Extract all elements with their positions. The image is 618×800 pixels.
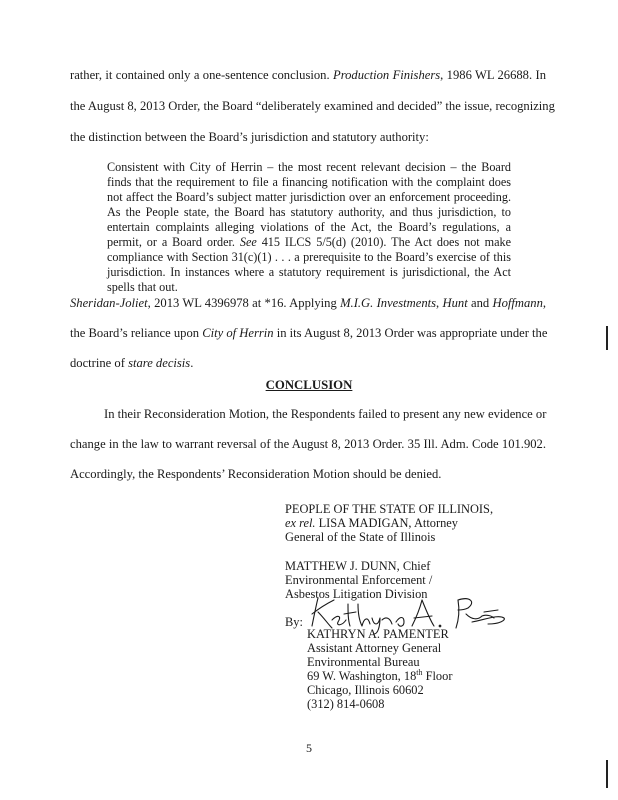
signature-line: Environmental Enforcement / bbox=[285, 573, 433, 587]
quote-line: As the People state, the Board has statutory authority, and thus jurisdiction, to bbox=[107, 205, 511, 219]
quote-line: not affect the Board’s subject matter jurisdiction over an enforcement proceeding. bbox=[107, 190, 511, 204]
body-line: In their Reconsideration Motion, the Respondents failed to present any new evidence or bbox=[104, 407, 547, 421]
scan-artifact bbox=[606, 760, 608, 788]
signer-office: Environmental Bureau bbox=[307, 655, 420, 669]
quote-line: jurisdiction. In instances where a statutory requirement is jurisdictional, the Act bbox=[107, 265, 511, 279]
signature-line: MATTHEW J. DUNN, Chief bbox=[285, 559, 431, 573]
body-line: the August 8, 2013 Order, the Board “deliberately examined and decided” the issue, recognizing bbox=[70, 99, 555, 113]
quote-line: compliance with Section 31(c)(1) . . . a prerequisite to the Board’s exercise of this bbox=[107, 250, 511, 264]
signature-line: ex rel. LISA MADIGAN, Attorney bbox=[285, 516, 458, 530]
quote-line: Consistent with City of Herrin – the most recent relevant decision – the Board bbox=[107, 160, 511, 174]
page-number: 5 bbox=[306, 741, 312, 755]
body-line: doctrine of stare decisis. bbox=[70, 356, 194, 370]
by-label: By: bbox=[285, 615, 303, 629]
quote-line: finds that the requirement to file a financing notification with the complaint does bbox=[107, 175, 511, 189]
address-line: 69 W. Washington, 18th Floor bbox=[307, 668, 453, 683]
signature-line: PEOPLE OF THE STATE OF ILLINOIS, bbox=[285, 502, 494, 516]
signature-line: Asbestos Litigation Division bbox=[285, 587, 428, 601]
body-line: the distinction between the Board’s jurisdiction and statutory authority: bbox=[70, 130, 429, 144]
body-line: the Board’s reliance upon City of Herrin in its August 8, 2013 Order was appropriate under the bbox=[70, 326, 548, 340]
body-line: rather, it contained only a one-sentence conclusion. Production Finishers, 1986 WL 26688. In bbox=[70, 68, 546, 82]
scan-artifact bbox=[606, 326, 608, 350]
body-line: change in the law to warrant reversal of the August 8, 2013 Order. 35 Ill. Adm. Code 101.902. bbox=[70, 437, 546, 451]
phone-line: (312) 814-0608 bbox=[307, 697, 385, 711]
quote-line: permit, or a Board order. See 415 ILCS 5/5(d) (2010). The Act does not make bbox=[107, 235, 511, 249]
body-line: Accordingly, the Respondents’ Reconsideration Motion should be denied. bbox=[70, 467, 442, 481]
body-line: Sheridan-Joliet, 2013 WL 4396978 at *16. Applying M.I.G. Investments, Hunt and Hoffmann, bbox=[70, 296, 547, 310]
section-heading: CONCLUSION bbox=[265, 378, 353, 392]
address-line: Chicago, Illinois 60602 bbox=[307, 683, 424, 697]
signature-line: General of the State of Illinois bbox=[285, 530, 436, 544]
quote-line: spells that out. bbox=[107, 280, 178, 294]
signer-name: KATHRYN A. PAMENTER bbox=[307, 627, 449, 641]
signer-title: Assistant Attorney General bbox=[307, 641, 442, 655]
quote-line: entertain complaints alleging violations of the Act, the Board’s regulations, a bbox=[107, 220, 511, 234]
